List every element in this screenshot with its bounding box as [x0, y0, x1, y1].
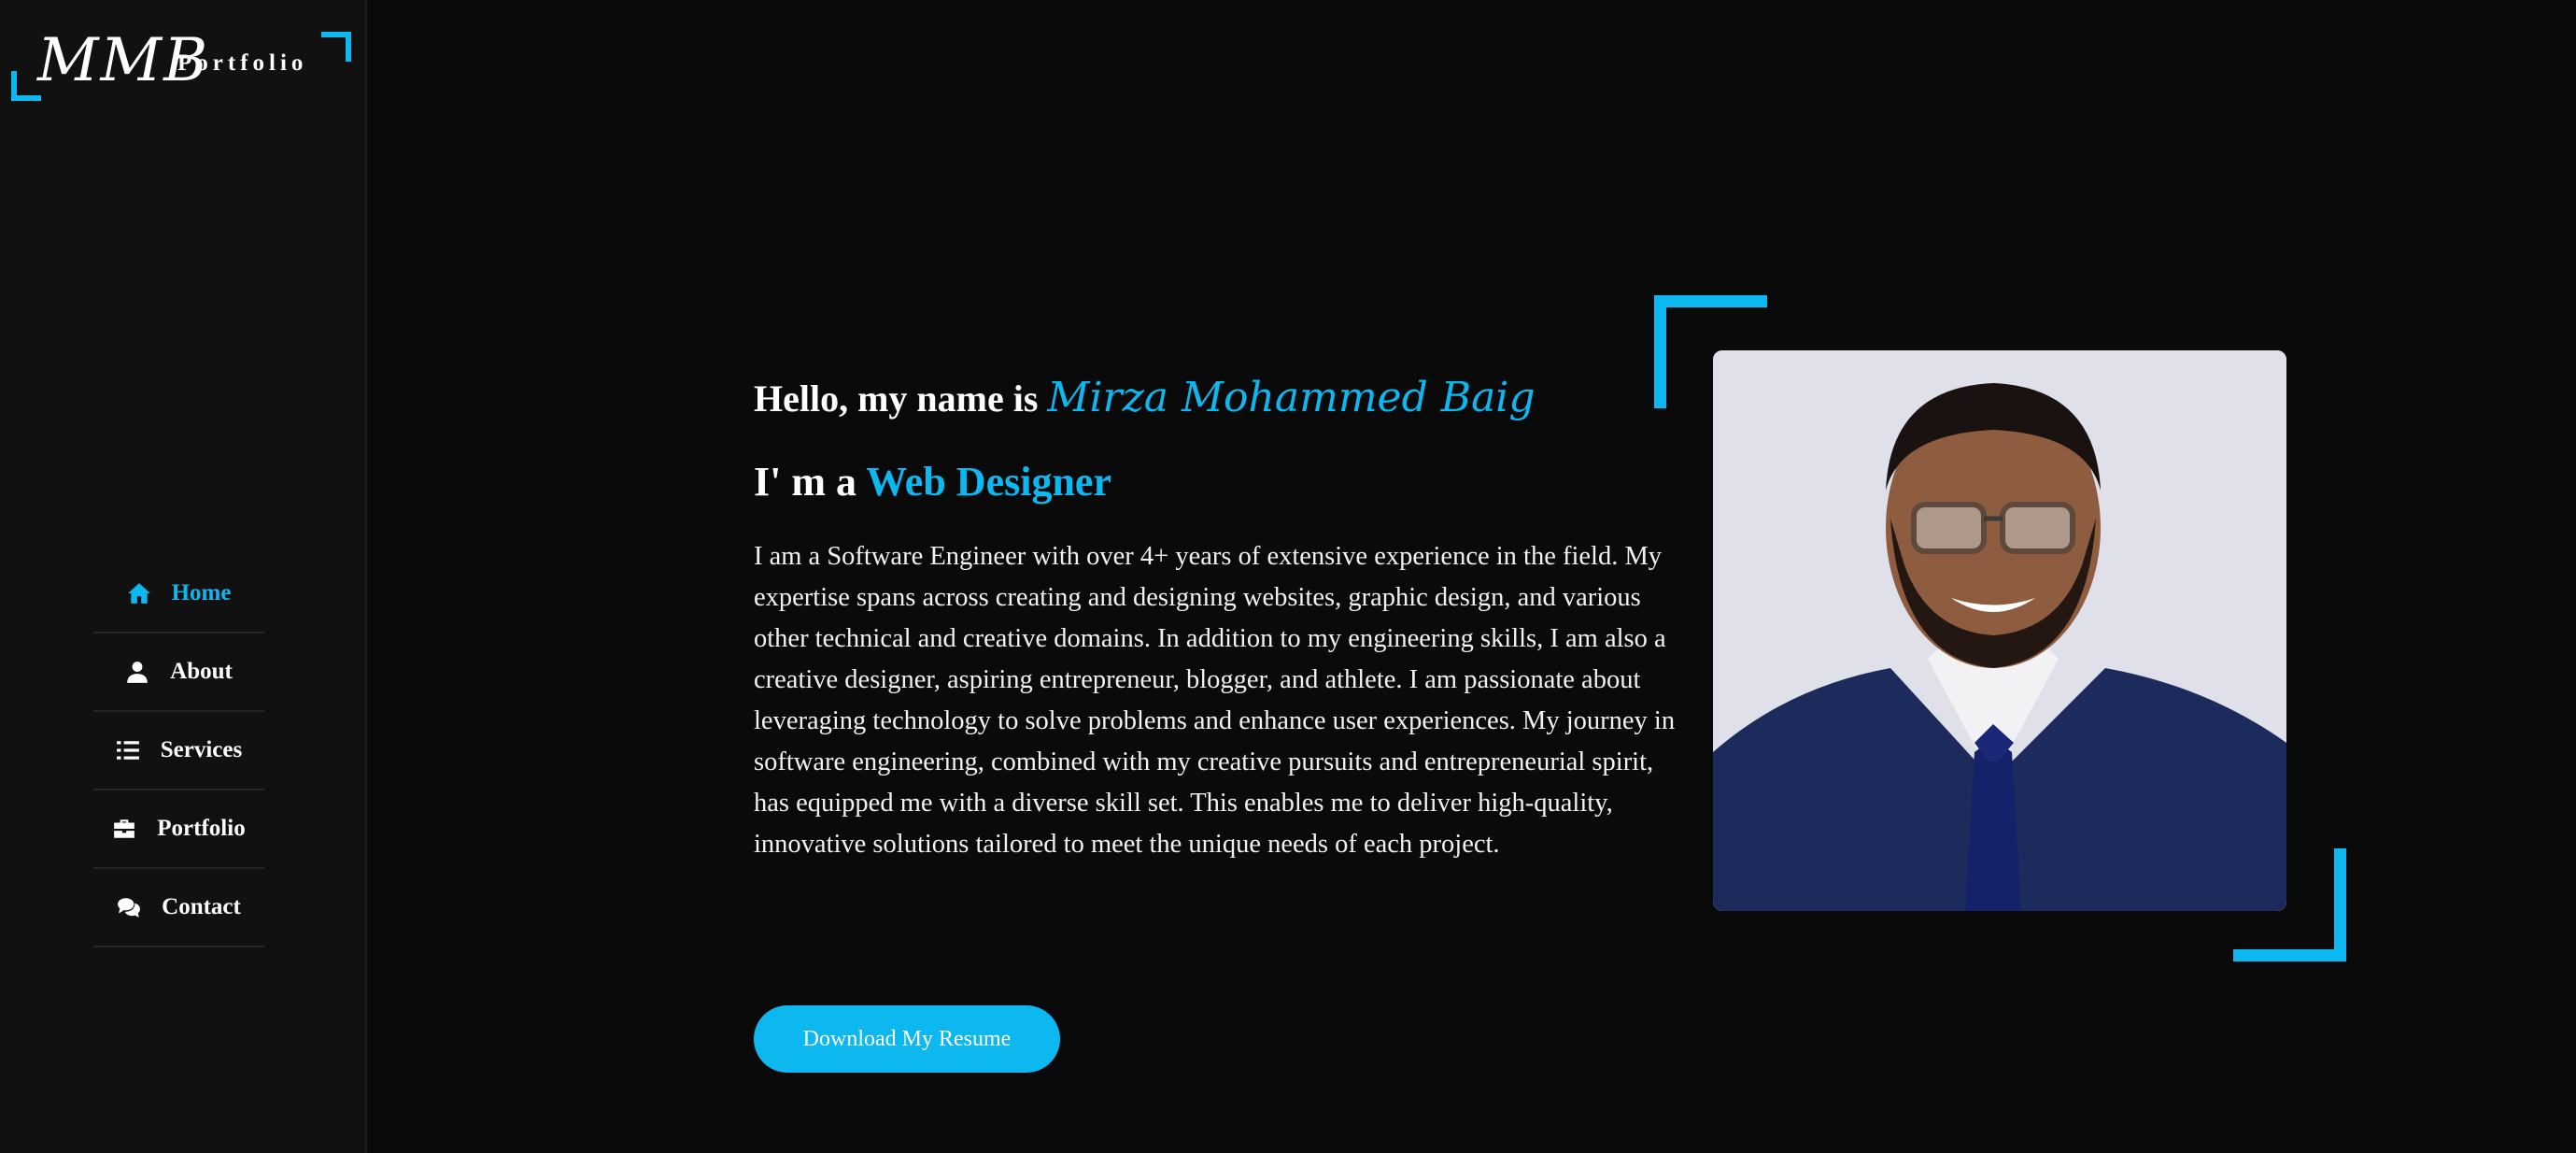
- hero-description: I am a Software Engineer with over 4+ years of extensive experience in the field. My expertise spans across creating and designing websites, graphic design, and various other technical and creative domains. In addition to my engineering skills, I am also a creative designer, aspiring entrepreneur, blogger, and athlete. I am passionate about leveraging technology to solve problems and enhance user experiences. My journey in software engineering, combined with my creative pursuits and entrepreneurial spirit, has equipped me with a diverse skill set. This enables me to deliver high-quality, innovative solutions tailored to meet the unique needs of each project.: [754, 542, 1676, 859]
- role-title: Web Designer: [866, 459, 1111, 505]
- logo-mark: MMB: [37, 26, 210, 95]
- nav-item-services[interactable]: [93, 712, 264, 790]
- role-prefix: I' m a: [754, 459, 856, 505]
- nav-item-label: Portfolio: [157, 816, 246, 841]
- home-icon: [127, 581, 151, 605]
- profile-photo: [1713, 350, 2286, 911]
- main-nav: [93, 555, 264, 947]
- user-icon: [125, 660, 149, 684]
- hero-role: [754, 458, 1111, 505]
- hero-name: Mirza Mohammed Baig: [1047, 374, 1536, 421]
- hero-greeting: [754, 374, 1536, 421]
- logo[interactable]: [11, 28, 351, 103]
- logo-word: Portfolio: [177, 50, 308, 76]
- greeting-prefix: Hello, my name is: [754, 377, 1039, 420]
- comments-icon: [117, 895, 141, 919]
- nav-item-home[interactable]: [93, 555, 264, 633]
- sidebar: [0, 0, 367, 1153]
- briefcase-icon: [112, 817, 136, 841]
- nav-item-label: About: [170, 659, 233, 684]
- main-content: [367, 0, 2576, 1153]
- download-resume-button[interactable]: Download My Resume: [754, 1005, 1060, 1073]
- nav-item-portfolio[interactable]: [93, 790, 264, 869]
- nav-item-contact[interactable]: [93, 869, 264, 947]
- list-icon: [116, 738, 140, 762]
- logo-corner-bracket: [321, 32, 351, 62]
- nav-item-label: Contact: [162, 894, 241, 919]
- nav-item-label: Services: [160, 737, 243, 762]
- nav-item-label: Home: [171, 580, 232, 605]
- nav-item-about[interactable]: [93, 633, 264, 712]
